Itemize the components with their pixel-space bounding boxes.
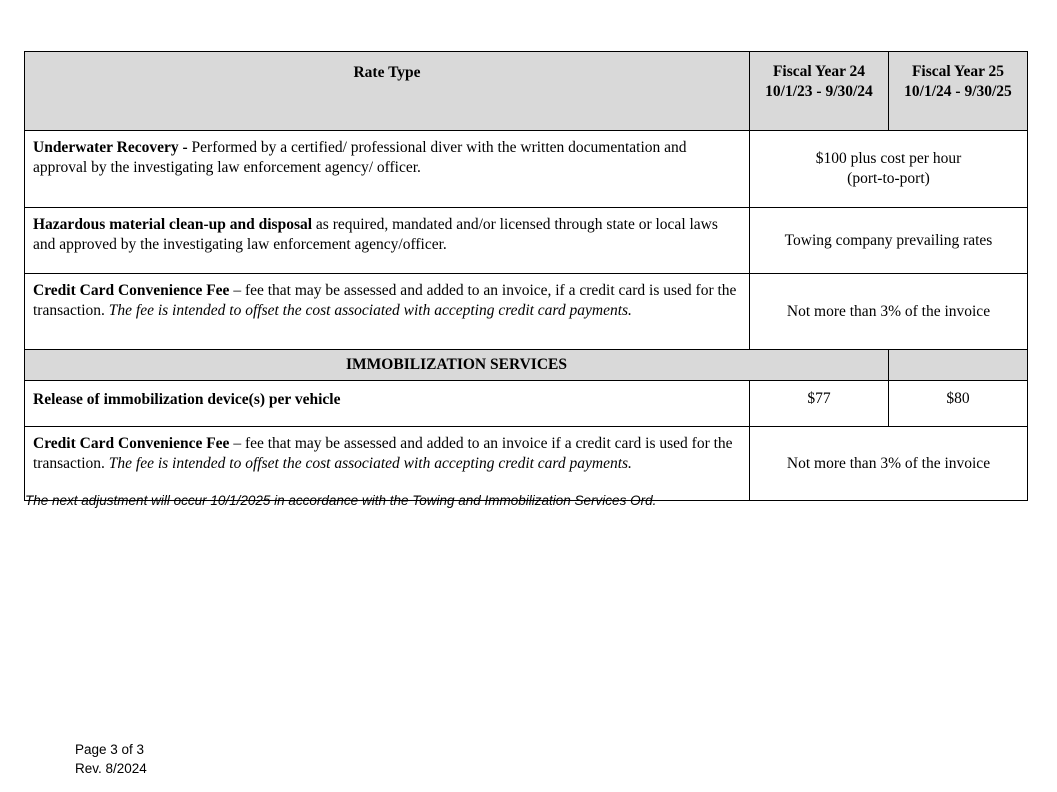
table-row <box>25 427 1028 501</box>
fy24-header <box>750 52 889 131</box>
rate-title: Credit Card Convenience Fee <box>33 435 230 452</box>
section-empty-cell <box>889 350 1028 381</box>
fy25-range: 10/1/24 - 9/30/25 <box>904 83 1012 100</box>
rate-value <box>750 131 1028 208</box>
fy24-range: 10/1/23 - 9/30/24 <box>765 83 873 100</box>
table-header-row <box>25 52 1028 131</box>
rate-value: Not more than 3% of the invoice <box>750 274 1028 350</box>
section-title: IMMOBILIZATION SERVICES <box>25 350 889 381</box>
fy25-value: $80 <box>889 381 1028 427</box>
table-row <box>25 274 1028 350</box>
rate-text: as required, mandated and/or licensed through state or local laws and approved by the investigating law enforcement agency/officer. <box>33 216 718 253</box>
rates-table <box>24 51 1028 501</box>
rate-description <box>25 427 750 501</box>
rate-text: – fee that may be assessed and added to an invoice if a credit card is used for the transaction. <box>33 435 733 472</box>
table-row <box>25 208 1028 274</box>
rate-value-line1: $100 plus cost per hour <box>815 150 962 167</box>
rate-text: Performed by a certified/ professional diver with the written documentation and approval by the investigating law enforcement agency/ officer. <box>33 139 687 176</box>
section-header-row <box>25 350 1028 381</box>
rate-value: Not more than 3% of the invoice <box>750 427 1028 501</box>
fy24-value: $77 <box>750 381 889 427</box>
revision-date: Rev. 8/2024 <box>75 761 147 776</box>
rate-description <box>25 208 750 274</box>
rate-text: – fee that may be assessed and added to an invoice, if a credit card is used for the transaction. <box>33 282 737 319</box>
fy24-title: Fiscal Year 24 <box>772 63 866 80</box>
page-number: Page 3 of 3 <box>75 742 145 757</box>
rate-type-header: Rate Type <box>25 52 750 131</box>
rate-title: Hazardous material clean-up and disposal <box>33 216 313 233</box>
rate-description <box>25 274 750 350</box>
table-row <box>25 131 1028 208</box>
table-row <box>25 381 1028 427</box>
adjustment-footnote: The next adjustment will occur 10/1/2025 in accordance with the Towing and Immobilization Services Ord. <box>25 493 657 508</box>
page-info <box>75 740 147 778</box>
rate-title: Underwater Recovery - <box>33 139 188 156</box>
rate-italic-note: The fee is intended to offset the cost associated with accepting credit card payments. <box>108 455 632 472</box>
rate-title: Credit Card Convenience Fee <box>33 282 230 299</box>
rate-description <box>25 131 750 208</box>
rate-description <box>25 381 750 427</box>
fy25-header <box>889 52 1028 131</box>
rate-value-line2: (port-to-port) <box>847 170 930 187</box>
rate-title: Release of immobilization device(s) per vehicle <box>33 391 341 408</box>
fy25-title: Fiscal Year 25 <box>911 63 1005 80</box>
rate-value: Towing company prevailing rates <box>750 208 1028 274</box>
rate-italic-note: The fee is intended to offset the cost associated with accepting credit card payments. <box>108 302 632 319</box>
